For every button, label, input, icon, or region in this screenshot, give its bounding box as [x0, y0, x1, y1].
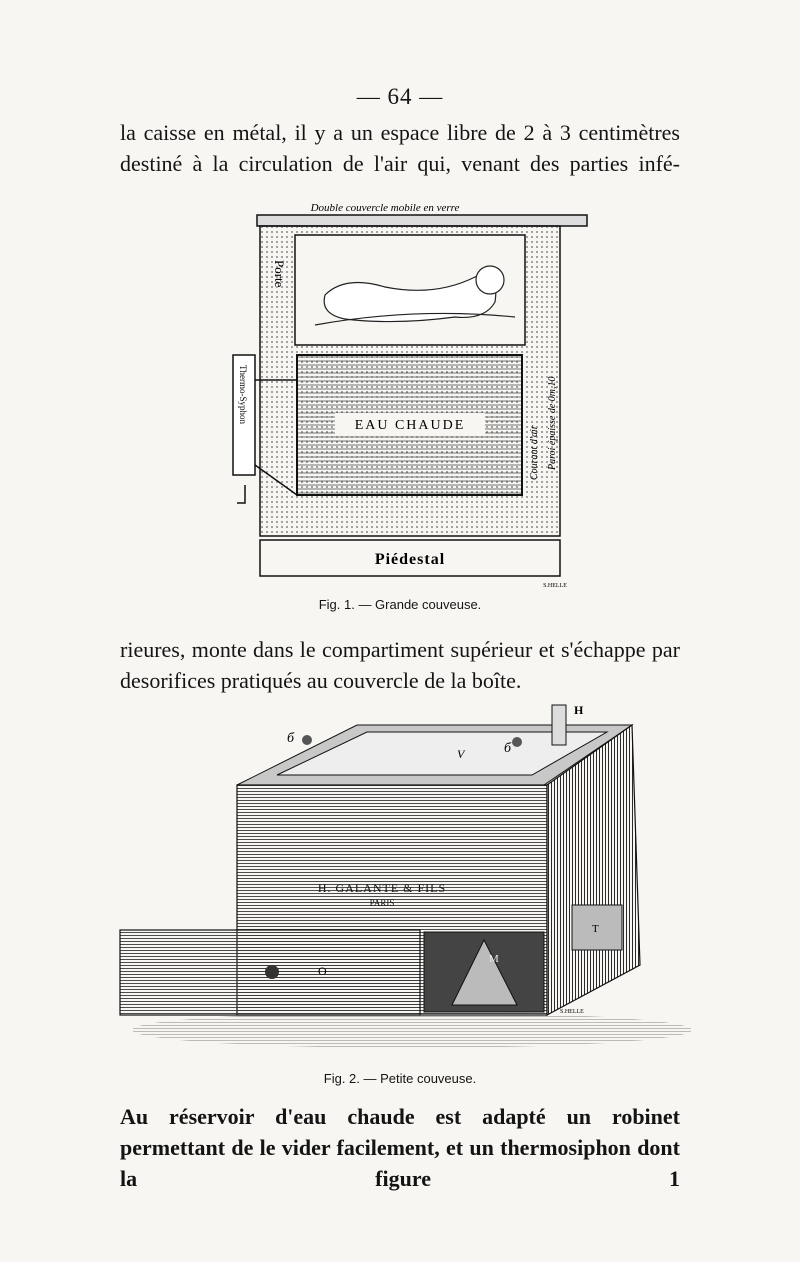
letter-b2: б: [504, 741, 512, 756]
figure-1-signature: S.HELLE: [543, 583, 567, 589]
drawer-knob: [265, 965, 279, 979]
wall-label: Paroi épaisse de 0m,10: [547, 376, 558, 470]
figure-1-caption: Fig. 1. — Grande couveuse.: [318, 597, 482, 612]
body-paragraph-2-line-1: rieures, monte dans le compartiment supérieur et s'échappe par: [120, 637, 680, 662]
letter-v: V: [457, 747, 465, 761]
letter-b1: б: [287, 731, 295, 746]
pedestal-label: Piédestal: [374, 551, 446, 568]
letter-m: M: [489, 953, 499, 965]
letter-h: H: [574, 703, 584, 717]
letter-t: T: [592, 923, 599, 935]
door-label: Porte: [272, 260, 287, 288]
city-label: PARIS: [369, 898, 395, 908]
figure-1-illustration: [215, 195, 595, 590]
figure-2-caption: Fig. 2. — Petite couveuse.: [323, 1071, 477, 1086]
body-paragraph-3: Au réservoir d'eau chaude est adapté un robinet permettant de le vider facilement, et un thermosiphon dont la figure 1: [120, 1104, 680, 1191]
air-label: Courant d'air: [529, 425, 540, 480]
lid-label: Double couvercle mobile en verre: [310, 202, 460, 214]
thermo-label: Thermo-Syphon: [238, 365, 248, 424]
water-label: EAU CHAUDE: [354, 418, 466, 433]
maker-label: H. GALANTE & FILS: [317, 881, 447, 895]
letter-o: O: [318, 964, 327, 978]
figure-2-illustration: [112, 700, 692, 1060]
figure-2-signature: S.HELLE: [560, 1009, 584, 1015]
lid-bar: [257, 215, 587, 226]
page-number: — 64 —: [356, 84, 444, 109]
body-paragraph-2-line-2: desorifices pratiqués au couvercle de la boîte.: [120, 668, 522, 693]
body-paragraph-1: la caisse en métal, il y a un espace libre de 2 à 3 centimètres destiné à la circulation de l'air qui, venant des parties infé-: [120, 120, 680, 176]
